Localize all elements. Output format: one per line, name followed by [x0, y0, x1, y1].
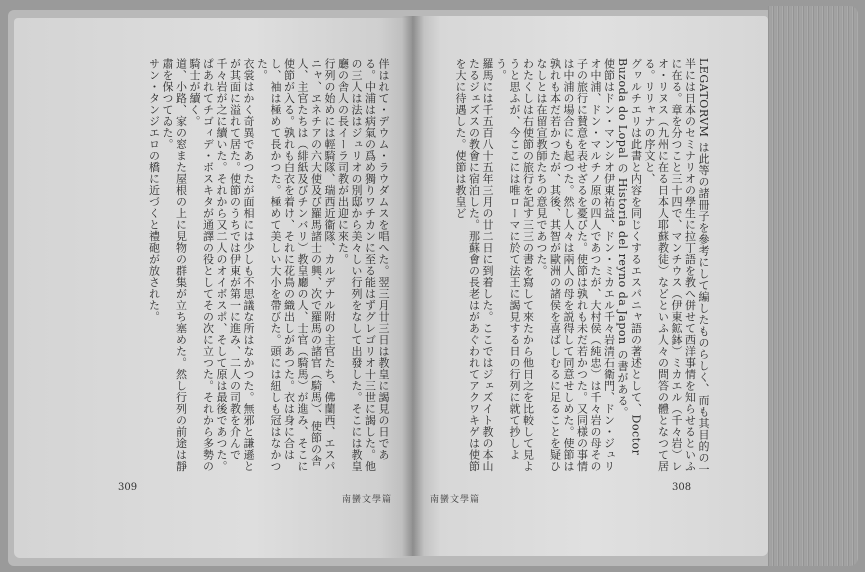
right-page-text — [428, 58, 710, 478]
right-running-title: 南蠻文學篇 — [430, 495, 481, 505]
paragraph: わたくしは右使節の旅行を記す三三の書を寫して來たから他日之を比較して見ようと思ふが、今ここには唯ローマに於て法王に謁見する日の行列に就て抄しよう。 — [494, 58, 535, 472]
paragraph: LEGATORVM は此等の諸冊子を參考にして編したものらしく、而も其目的の一半には日本のセミナリオの學生に拉丁語を教へ併せて西洋事情を知らせるといふに在る。章を分つこと三十四で、マンチウス（伊東鉱鉢）ミカエル（千々岩）レオ・リヌス（九州に在る日本人耶蘇教徒）などといふ人々の問答の體となつて居る。リリャナの序文と、 — [643, 58, 710, 475]
left-running-title: 南蠻文學篇 — [342, 495, 393, 505]
paragraph: サン・タンジエロの橋に近づくと禮砲が放された。 — [147, 58, 161, 323]
paragraph: 羅馬には千五百八十五年三月の廿二日に到着した。ここではジェズイト教の本山たるジェズスの教會に宿泊した。那蘇會の長老はがあぐわれてアクワキゲは使節を大に待遇した。使節は教皇ど — [454, 58, 494, 472]
paragraph: 使節はドン・マンシオ伊東祐益、ドン・ミカエル千々岩清石衛門、ドン・ジュリオ中浦、ドン・マルチノ原の四人であつたが、大村侯（純忠）は千々岩の母その子の旅行に賛意を表せざるを憂びた。使節は孰れも未だ若かつた。又同様の事情は中浦の場合にも起つた。然し人々は兩人の母を説得して同意せしめた。使節は孰れも本だ若かつたが、其後、其智が歐洲の諸侯を喜ばしむるに足ることを疑ひなしとは在留宣教師たちの意見であつた。 — [535, 58, 616, 472]
paragraph: 伴はれて・デウム・ラウダムスを唱へた。翌三月廿三日は教皇に謁見の日である。中浦は病氣の爲め獨りワチカンに至る能はずグレゴリオ十三世に謁した。他の三人は法はジュリオの別邸から美々しい行列をなして出發した。そこには教皇廳の舎人の長イーラ司教が出迎に來た。 — [336, 58, 390, 472]
page-edges — [768, 6, 858, 566]
paragraph: 衣裳はかく奇異であつたが面相には少しも不思議な所はなかつた。無邪と謙遜とが其面に溢れて居た。使節のうちでは伊東が第一に進み、二人の司教を介んで千々岩が之に續いた。それから又二人のオイボスポ、そして原は最後であつた。ぱあれてチゴィデ・ボスキタが通譯の役としてその次に立つた。それから多勢の騎士が續く。 — [188, 58, 255, 472]
paragraph: 道、小路、家の窓また屋根の上に見物の群集が立ち塞めた。然し行列の前途は靜肅を保つてゐた。 — [161, 58, 188, 472]
paragraph: 行列の始めには輕騎隊、瑞西近衞隊、カルデナル附の主官たち、佛蘭西、エスパニャ、ヱネチアの六大使及び羅馬諸士の興、次で羅馬の諸官（騎馬）、使節の舎人、主官たちは（緋紙及びチンバリ）教皇廳の人、士官（騎馬）が進み、そこに使節が入る。孰れも白衣を着け、それに花鳥の織出しがあつた。衣は身に合はし、袖は極めて長かつた。極めて美しい大小を帶びた。頭には紐しも冠はなかつた。 — [255, 58, 336, 472]
book-gutter — [402, 16, 424, 556]
left-page-text — [120, 58, 390, 478]
left-page-number: 309 — [118, 482, 138, 493]
paragraph: グヮルチエリは此書と内容を同じくするエスパニャ語の著述として、Doctor Buzoda do Lopal の Historia del reyno da Japon の書がある。 — [616, 58, 643, 456]
right-page-number: 308 — [672, 482, 692, 493]
